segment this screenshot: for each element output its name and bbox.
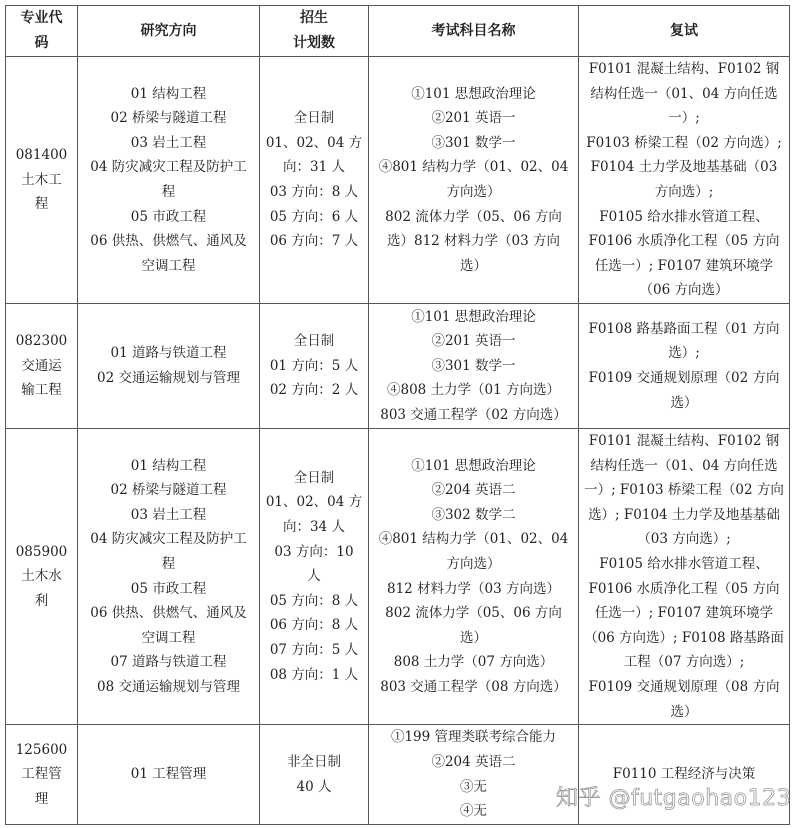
cell-line: 02 桥梁与隧道工程 (110, 482, 227, 499)
watermark: 知乎 @futgaohao123 (556, 786, 792, 811)
cell-line: 06 供热、供燃气、通风及 (90, 233, 247, 250)
major-code-cell (6, 429, 78, 725)
cell-line: 03 方向：10 (274, 543, 354, 560)
cell-line: 结构任选一（01、04 方向任选 (590, 457, 778, 474)
cell-line: ③301 数学一 (431, 357, 516, 374)
cell-line: 选）812 材料力学（03 方向 (386, 233, 561, 250)
cell-line: ①101 思想政治理论 (411, 457, 536, 474)
cell-line: F0109 交通规划原理（08 方向 (588, 678, 780, 695)
retest-subjects-cell (579, 57, 790, 304)
cell-line: 全日制 (293, 333, 335, 350)
cell-line: ①101 思想政治理论 (411, 308, 536, 325)
cell-line: ①199 管理类联考综合能力 (390, 729, 557, 746)
cell-line: F0106 水质净化工程（05 方向 (588, 233, 780, 250)
cell-line: （06 方向选）; F0108 路基路面 (584, 629, 784, 646)
cell-line: 工程（07 方向选）; (623, 654, 745, 671)
cell-line: 02 桥梁与隧道工程 (110, 110, 227, 127)
cell-line: F0108 路基路面工程（01 方向 (588, 320, 780, 337)
cell-line: 人 (307, 568, 321, 585)
major-code-cell (6, 304, 78, 429)
cell-line: 空调工程 (141, 257, 196, 274)
major-code-cell (6, 725, 78, 825)
cell-line: 方向选）; (654, 184, 714, 200)
cell-line: F0105 给水排水管道工程、 (599, 555, 769, 572)
cell-line: F0106 水质净化工程（05 方向 (588, 580, 780, 597)
cell-line: 工程管 (21, 766, 62, 783)
exam-subjects-cell (369, 304, 579, 429)
exam-subjects-cell (369, 57, 579, 304)
enrollment-quota-cell (260, 57, 369, 304)
cell-line: F0103 桥梁工程（02 方向选）; (586, 134, 782, 151)
header-quota: 招生 计划数 (260, 6, 369, 57)
cell-line: 选）; F0104 土力学及地基基础 (588, 506, 780, 523)
table-row (6, 57, 790, 304)
cell-line: ③301 数学一 (431, 134, 516, 151)
exam-subjects-cell (369, 429, 579, 725)
cell-line: ③302 数学二 (431, 506, 516, 523)
cell-line: 08 方向：1 人 (269, 666, 359, 683)
cell-line: 06 方向：8 人 (269, 617, 359, 634)
cell-line: 085900 (15, 543, 68, 560)
cell-line: 利 (34, 592, 49, 609)
cell-line: 02 交通运输规划与管理 (97, 370, 240, 386)
cell-line: （03 方向选）; (637, 531, 731, 548)
cell-line: ②204 英语二 (431, 482, 516, 499)
cell-line: 125600 (15, 741, 68, 758)
header-retest: 复试 (579, 6, 790, 57)
header-exam: 考试科目名称 (369, 6, 579, 57)
research-directions-cell (78, 725, 260, 825)
cell-line: 选）; (668, 345, 700, 362)
cell-line: 任选一）; F0107 建筑环境学 (594, 605, 774, 622)
cell-line: 向：31 人 (283, 159, 345, 176)
cell-line: F0110 工程经济与决策 (612, 766, 756, 783)
cell-line: 812 材料力学（03 方向选） (386, 580, 561, 597)
cell-line: 03 岩土工程 (130, 506, 207, 523)
cell-line: 05 市政工程 (130, 580, 207, 597)
research-directions-cell (78, 304, 260, 429)
retest-subjects-cell (579, 304, 790, 429)
cell-line: 802 流体力学（05、06 方向 (385, 605, 562, 622)
cell-line: ②201 英语一 (431, 110, 516, 127)
cell-line: 05 市政工程 (130, 208, 207, 225)
cell-line: 选） (670, 703, 698, 720)
header-direction: 研究方向 (78, 6, 260, 57)
cell-line: （06 方向选） (639, 282, 729, 299)
cell-line: 03 岩土工程 (130, 134, 207, 151)
retest-subjects-cell (579, 429, 790, 725)
cell-line: 一）; F0103 桥梁工程（02 方向 (584, 482, 784, 499)
exam-subjects-cell (369, 725, 579, 825)
cell-line: 01 道路与铁道工程 (110, 345, 227, 362)
cell-line: 803 交通工程学（02 方向选） (380, 406, 567, 423)
cell-line: 程 (161, 184, 176, 200)
cell-line: 04 防灾减灾工程及防护工 (90, 531, 247, 548)
cell-line: 01 方向：5 人 (269, 357, 359, 374)
table-row (6, 725, 790, 825)
cell-line: ①101 思想政治理论 (411, 85, 536, 102)
major-code-cell (6, 57, 78, 304)
cell-line: 07 道路与铁道工程 (110, 654, 227, 671)
cell-line: 选） (460, 257, 487, 274)
cell-line: ②204 英语二 (431, 754, 516, 771)
cell-line: 01 结构工程 (130, 457, 207, 474)
cell-line: 04 防灾减灾工程及防护工 (90, 159, 247, 176)
cell-line: ④801 结构力学（01、02、04 (378, 159, 569, 176)
enrollment-quota-cell (260, 304, 369, 429)
cell-line: 02 方向：2 人 (269, 382, 359, 399)
cell-line: 06 方向：7 人 (269, 233, 359, 250)
retest-subjects-cell (579, 725, 790, 825)
enrollment-quota-cell (260, 725, 369, 825)
cell-line: F0105 给水排水管道工程、 (599, 208, 769, 225)
cell-line: 土木水 (21, 568, 62, 585)
cell-line: 40 人 (296, 778, 332, 795)
cell-line: 空调工程 (141, 629, 196, 646)
cell-line: 土木工 (21, 171, 62, 188)
cell-line: 07 方向：5 人 (269, 642, 359, 659)
cell-line: F0104 土力学及地基基础（03 (590, 159, 778, 176)
cell-line: ④801 结构力学（01、02、04 (378, 531, 569, 548)
cell-line: 01、02、04 方 (265, 494, 363, 511)
cell-line: 结构任选一（01、04 方向任选 (590, 85, 778, 102)
cell-line: F0101 混凝土结构、F0102 钢 (588, 433, 780, 449)
cell-line: 08 交通运输规划与管理 (97, 678, 240, 695)
cell-line: 06 供热、供燃气、通风及 (90, 605, 247, 622)
cell-line: ②201 英语一 (431, 333, 516, 350)
header-code: 专业代 码 (6, 6, 78, 57)
cell-line: 非全日制 (287, 754, 341, 771)
cell-line: 03 方向：8 人 (269, 184, 359, 200)
header-row (6, 6, 790, 57)
cell-line: F0101 混凝土结构、F0102 钢 (588, 61, 780, 78)
cell-line: 程 (161, 555, 176, 572)
cell-line: ③无 (460, 778, 487, 795)
cell-line: 05 方向：8 人 (269, 592, 359, 609)
cell-line: ④808 土力学（01 方向选） (386, 382, 561, 399)
research-directions-cell (78, 57, 260, 304)
cell-line: 081400 (15, 147, 68, 164)
cell-line: 一）; (668, 110, 700, 127)
cell-line: 方向选） (446, 555, 501, 572)
cell-line: 程 (34, 196, 49, 213)
cell-line: 01 结构工程 (130, 85, 207, 102)
cell-line: 01、02、04 方 (265, 134, 363, 151)
cell-line: 交通运 (21, 357, 62, 374)
research-directions-cell (78, 429, 260, 725)
cell-line: 802 流体力学（05、06 方向 (385, 208, 562, 225)
cell-line: 全日制 (293, 110, 335, 127)
cell-line: 方向选） (446, 184, 501, 200)
cell-line: 803 交通工程学（08 方向选） (380, 678, 567, 695)
table-row (6, 429, 790, 725)
enrollment-quota-cell (260, 429, 369, 725)
cell-line: 任选一）; F0107 建筑环境学 (594, 257, 774, 274)
cell-line: 082300 (15, 333, 68, 350)
cell-line: 理 (34, 790, 49, 807)
cell-line: ④无 (460, 803, 487, 820)
cell-line: 全日制 (293, 469, 335, 486)
table-row (6, 304, 790, 429)
cell-line: 输工程 (21, 382, 62, 399)
cell-line: 05 方向：6 人 (269, 208, 359, 225)
cell-line: 01 工程管理 (130, 766, 207, 783)
admissions-table (5, 5, 790, 825)
cell-line: 选） (460, 629, 487, 646)
cell-line: F0109 交通规划原理（02 方向 (588, 370, 780, 386)
cell-line: 808 土力学（07 方向选） (393, 654, 554, 671)
cell-line: 选） (670, 394, 698, 411)
cell-line: 向：34 人 (283, 519, 345, 536)
